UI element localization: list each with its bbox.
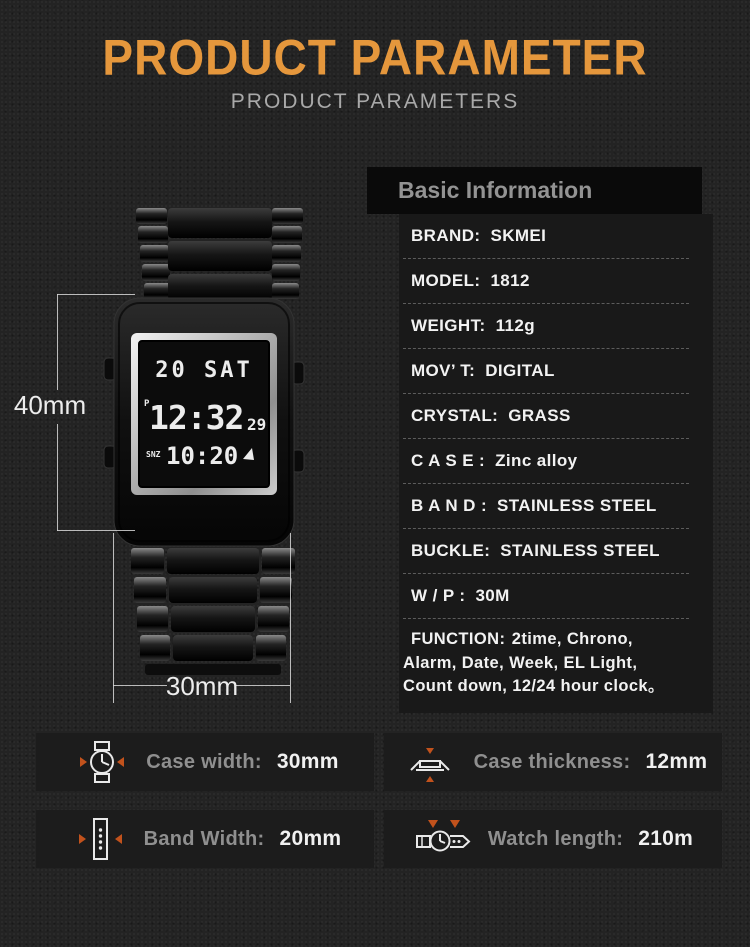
width-dimension-tick-right: [290, 533, 291, 703]
lcd-seconds-text: 29: [247, 415, 267, 434]
height-dimension-line: [57, 424, 58, 531]
spec-box-label: Case width:: [146, 750, 262, 773]
spec-box-case-width: [36, 733, 374, 791]
watch-band-icon: [69, 816, 131, 862]
spec-row-crystal: [403, 394, 689, 439]
width-dimension-line: [236, 685, 290, 686]
spec-box-value: 210m: [638, 827, 694, 850]
spec-row-movement: [403, 349, 689, 394]
spec-box-value: 20mm: [279, 827, 342, 850]
spec-value: DIGITAL: [485, 361, 555, 380]
spec-label: C A S E :: [411, 451, 486, 470]
spec-box-value: 12mm: [645, 750, 708, 773]
lcd-date-text: 20 SAT: [155, 358, 253, 383]
watch-front-icon: [71, 739, 133, 785]
spec-label: MODEL:: [411, 271, 481, 290]
spec-row-brand: [403, 214, 689, 259]
arrow-down-icon: [450, 820, 460, 828]
arrow-left-icon: [115, 834, 122, 844]
spec-label: FUNCTION:: [411, 630, 506, 648]
spec-box-band-width: [36, 810, 374, 868]
lcd-pm-indicator: P: [144, 399, 150, 409]
spec-label: B A N D :: [411, 496, 487, 515]
width-dimension-tick-left: [113, 533, 114, 703]
spec-label: CRYSTAL:: [411, 406, 499, 425]
watch-flat-icon: [413, 816, 475, 862]
spec-box-case-thickness: [384, 733, 722, 791]
spec-box-label: Case thickness:: [473, 750, 631, 773]
spec-row-waterproof: [403, 574, 689, 619]
arrow-up-icon: [426, 776, 434, 782]
spec-row-weight: [403, 304, 689, 349]
page-title: PRODUCT PARAMETER: [102, 28, 648, 86]
spec-row-band: [403, 484, 689, 529]
case-height-label: 40mm: [13, 390, 87, 420]
basic-info-header: [367, 167, 702, 214]
spec-box-label: Band Width:: [143, 827, 265, 850]
spec-value: STAINLESS STEEL: [500, 541, 660, 560]
basic-info-panel: [399, 214, 713, 713]
spec-value: 1812: [490, 271, 530, 290]
upper-bracelet: [136, 208, 303, 300]
spec-value: 30M: [475, 586, 510, 605]
height-dimension-line: [57, 294, 58, 390]
spec-label: MOV’ T:: [411, 361, 476, 380]
height-dimension-cap-bottom: [57, 530, 135, 531]
lower-bracelet: [131, 548, 295, 675]
arrow-right-icon: [79, 834, 86, 844]
spec-box-label: Watch length:: [487, 827, 624, 850]
page-subtitle: PRODUCT PARAMETERS: [230, 90, 520, 113]
spec-row-case: [403, 439, 689, 484]
arrow-left-icon: [117, 757, 124, 767]
spec-value: GRASS: [508, 406, 571, 425]
basic-info-title: Basic Information: [398, 177, 593, 203]
lcd-snz-label: SNZ: [146, 450, 161, 459]
spec-row-function: [403, 619, 689, 699]
spec-value: 112g: [495, 316, 535, 335]
spec-value: SKMEI: [490, 226, 547, 245]
spec-label: BRAND:: [411, 226, 481, 245]
arrow-right-icon: [80, 757, 87, 767]
spec-value: Zinc alloy: [495, 451, 578, 470]
spec-value: STAINLESS STEEL: [497, 496, 657, 515]
spec-label: W / P :: [411, 586, 466, 605]
spec-label: WEIGHT:: [411, 316, 486, 335]
arrow-down-icon: [428, 820, 438, 828]
watch-side-icon: [399, 739, 461, 785]
arrow-down-icon: [426, 748, 434, 754]
height-dimension-cap-top: [57, 294, 135, 295]
spec-label: BUCKLE:: [411, 541, 491, 560]
spec-box-value: 30mm: [276, 750, 339, 773]
spec-row-buckle: [403, 529, 689, 574]
spec-value: 2time, Chrono, Alarm, Date, Week, EL Light, Count down, 12/24 hour clock。: [403, 630, 665, 695]
lcd-time-text: 12:32: [149, 398, 244, 437]
spec-row-model: [403, 259, 689, 304]
spec-box-watch-length: [384, 810, 722, 868]
lcd-alarm-time: 10:20: [166, 442, 239, 470]
case-width-label: 30mm: [165, 671, 239, 701]
width-dimension-line: [113, 685, 167, 686]
